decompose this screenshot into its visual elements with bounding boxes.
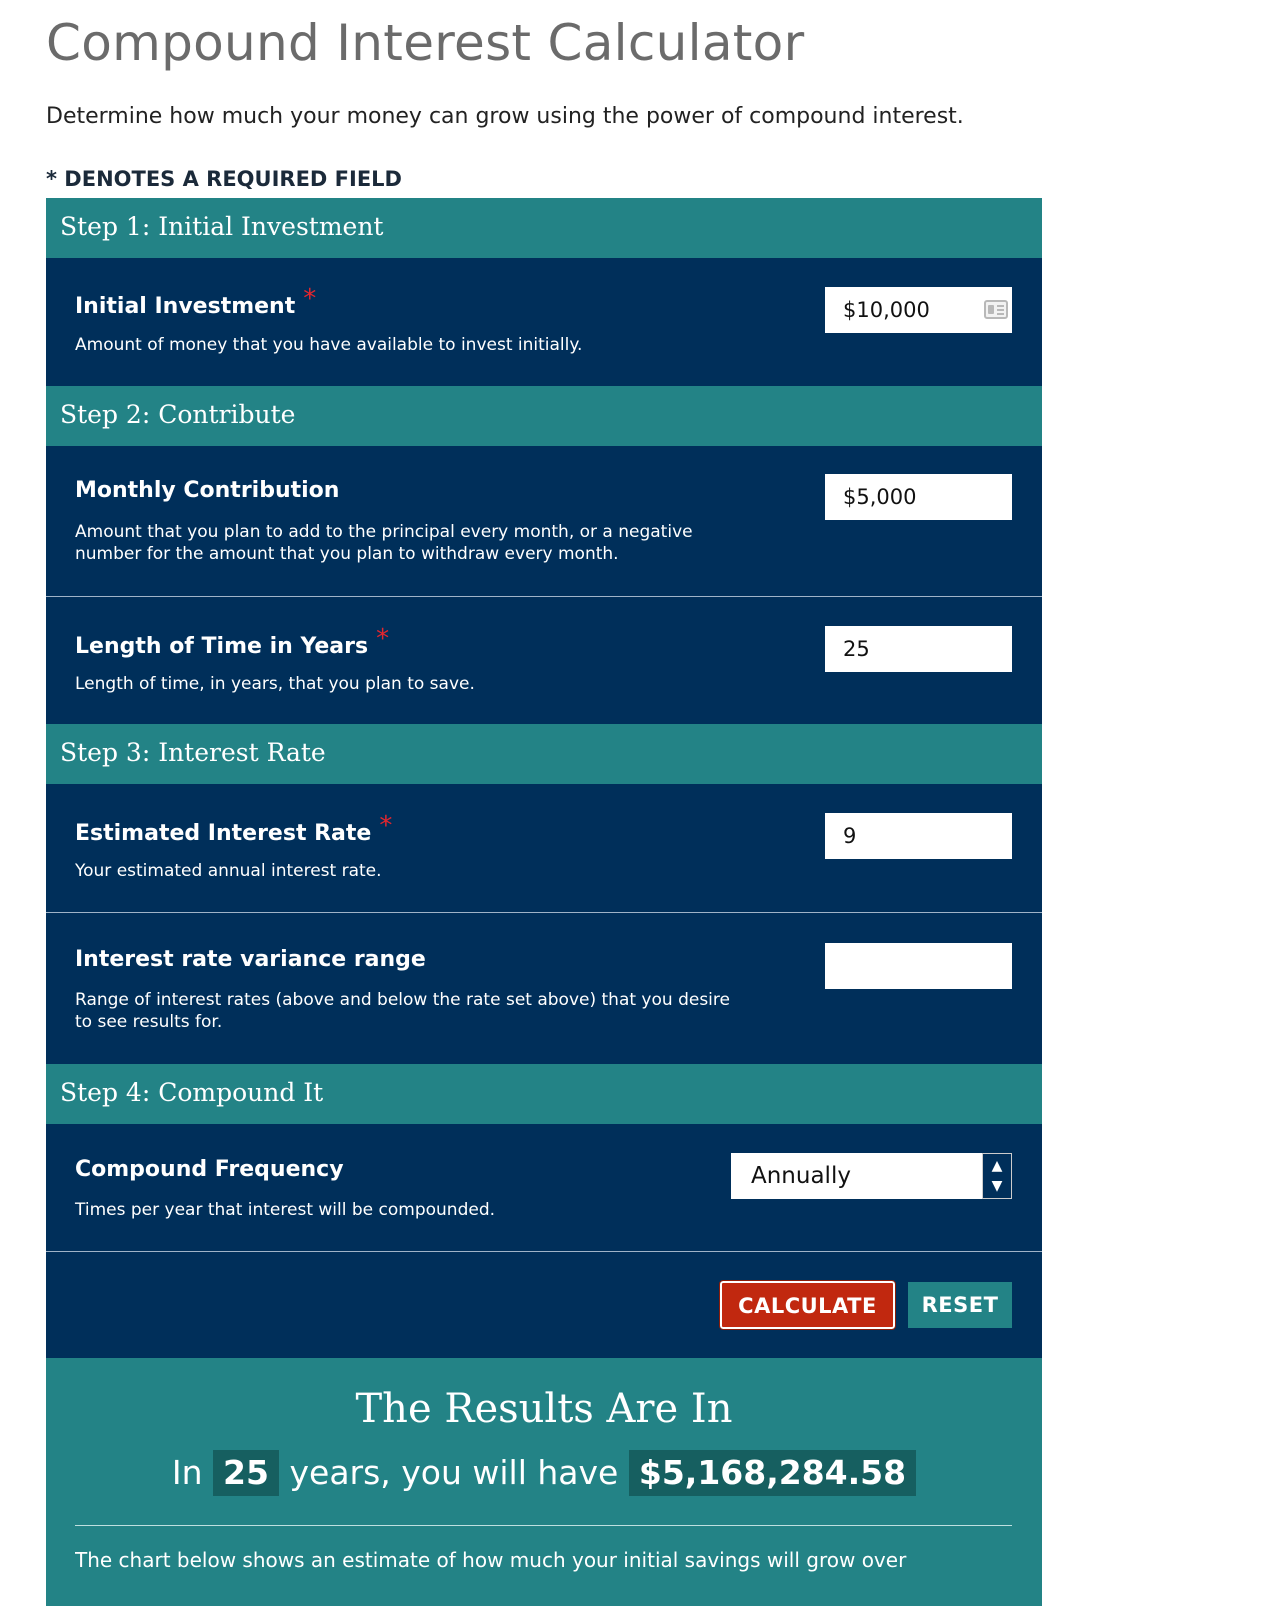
results-middle: years, you will have [289, 1453, 619, 1492]
initial-investment-input[interactable] [825, 287, 1012, 333]
results-prefix: In [171, 1453, 203, 1492]
results-years: 25 [213, 1450, 279, 1496]
calculate-button[interactable]: CALCULATE [720, 1281, 895, 1329]
step-2-header: Step 2: Contribute [46, 386, 1042, 446]
compound-frequency-label: Compound Frequency [75, 1157, 344, 1182]
interest-rate-description: Your estimated annual interest rate. [75, 861, 382, 881]
interest-rate-label-text: Estimated Interest Rate [75, 821, 372, 846]
required-star: * [303, 284, 317, 314]
contact-card-icon[interactable] [984, 300, 1008, 319]
monthly-contribution-row [46, 445, 1042, 597]
variance-range-description: Range of interest rates (above and below the rate set above) that you desire to see results for. [75, 990, 730, 1032]
compound-frequency-selected: Annually [751, 1163, 851, 1189]
required-field-note: * DENOTES A REQUIRED FIELD [46, 167, 402, 191]
step-1-header: Step 1: Initial Investment [46, 198, 1042, 258]
interest-rate-label [75, 811, 393, 847]
initial-investment-label-text: Initial Investment [75, 294, 296, 319]
step-3-header: Step 3: Interest Rate [46, 724, 1042, 784]
length-of-time-row [46, 597, 1042, 724]
variance-range-label: Interest rate variance range [75, 947, 426, 972]
compound-frequency-description: Times per year that interest will be compounded. [75, 1200, 496, 1220]
initial-investment-description: Amount of money that you have available to invest initially. [75, 335, 583, 355]
reset-button[interactable]: RESET [908, 1282, 1012, 1328]
initial-investment-value: $10,000 [843, 298, 930, 322]
page-title: Compound Interest Calculator [46, 14, 805, 72]
page-intro: Determine how much your money can grow using the power of compound interest. [46, 104, 964, 129]
up-down-arrows-icon: ▲ ▼ [982, 1153, 1012, 1199]
interest-rate-row [46, 784, 1042, 913]
length-of-time-input[interactable]: 25 [825, 626, 1012, 672]
interest-rate-input[interactable]: 9 [825, 813, 1012, 859]
results-divider [75, 1525, 1012, 1526]
compound-frequency-row [46, 1123, 1042, 1252]
variance-range-input[interactable] [825, 943, 1012, 989]
length-of-time-label-text: Length of Time in Years [75, 634, 369, 659]
results-summary [46, 1450, 1042, 1496]
monthly-contribution-input[interactable]: $5,000 [825, 474, 1012, 520]
monthly-contribution-label: Monthly Contribution [75, 478, 340, 503]
calculator-form [46, 198, 1042, 1606]
initial-investment-row [46, 258, 1042, 386]
results-chart-note: The chart below shows an estimate of how much your initial savings will grow over [75, 1548, 907, 1572]
initial-investment-label [75, 284, 317, 320]
results-title: The Results Are In [355, 1386, 733, 1432]
results-amount: $5,168,284.58 [629, 1450, 916, 1496]
compound-frequency-select[interactable] [731, 1153, 1012, 1199]
variance-range-row [46, 913, 1042, 1064]
results-panel [46, 1358, 1042, 1606]
length-of-time-description: Length of time, in years, that you plan to save. [75, 674, 475, 694]
monthly-contribution-description: Amount that you plan to add to the principal every month, or a negative number for the amount that you plan to withdraw every month. [75, 522, 693, 564]
step-4-header: Step 4: Compound It [46, 1064, 1042, 1124]
length-of-time-label [75, 624, 390, 660]
required-star: * [379, 811, 393, 841]
required-star: * [376, 624, 390, 654]
